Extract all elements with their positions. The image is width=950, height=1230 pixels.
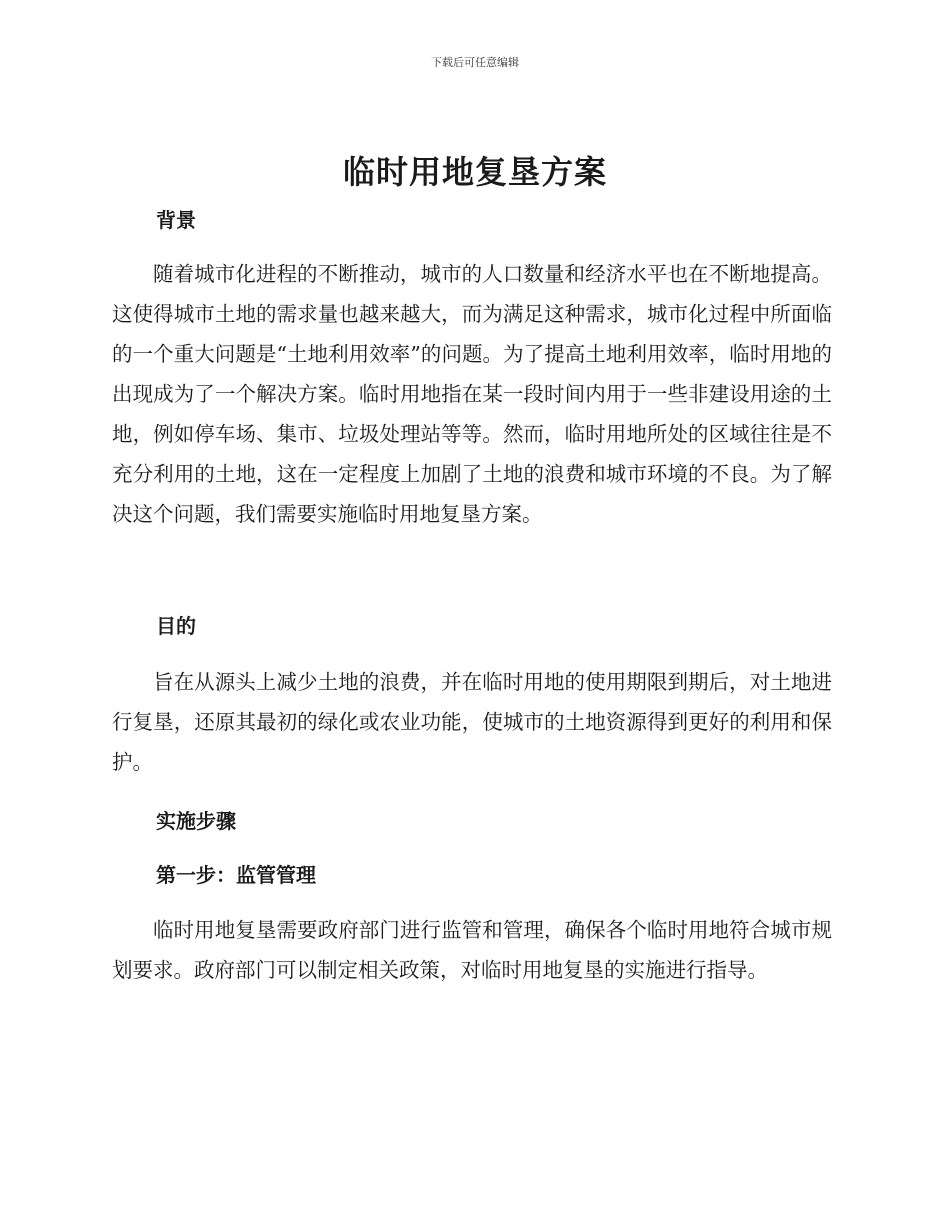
section-heading-background: 背景 (156, 208, 196, 232)
step1-text: 临时用地复垦需要政府部门进行监管和管理，确保各个临时用地符合城市规划要求。政府部门可以制定相关政策，对临时用地复垦的实施进行指导。 (112, 918, 832, 982)
section-text-background: 随着城市化进程的不断推动，城市的人口数量和经济水平也在不断地提高。这使得城市土地的需求量也越来越大，而为满足这种需求，城市化过程中所面临的一个重大问题是“土地利用效率”的问题。为了提高土地利用效率，临时用地的出现成为了一个解决方案。临时用地指在某一段时间内用于一些非建设用途的土地，例如停车场、集市、垃圾处理站等等。然而，临时用地所处的区域往往是不充分利用的土地，这在一定程度上加剧了土地的浪费和城市环境的不良。为了解决这个问题，我们需要实施临时用地复垦方案。 (112, 262, 832, 526)
step1-heading: 第一步：监管管理 (156, 863, 316, 887)
document-title: 临时用地复垦方案 (342, 153, 607, 191)
section-heading-purpose: 目的 (156, 614, 196, 638)
section-text-purpose: 旨在从源头上减少土地的浪费，并在临时用地的使用期限到期后，对土地进行复垦，还原其最初的绿化或农业功能，使城市的土地资源得到更好的利用和保护。 (112, 670, 832, 774)
section-heading-steps: 实施步骤 (156, 809, 236, 833)
page-header-note: 下载后可任意编辑 (431, 56, 519, 69)
